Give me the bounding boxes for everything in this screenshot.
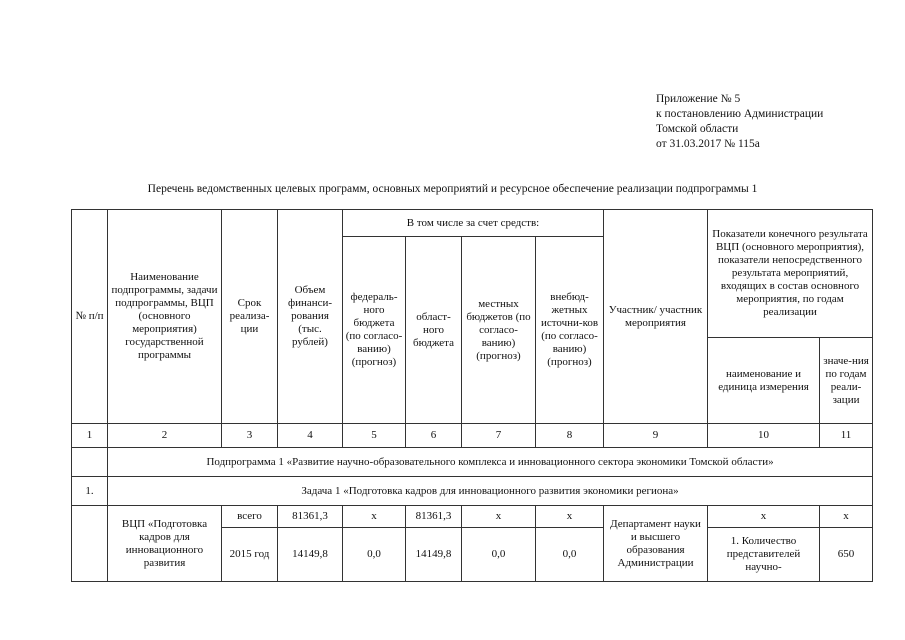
header-regional: област-ного бюджета (406, 237, 462, 424)
appendix-line-1: Приложение № 5 (656, 93, 741, 105)
header-including: В том числе за счет средств: (343, 210, 604, 237)
header-num: № п/п (72, 210, 108, 424)
column-number-row (72, 424, 873, 448)
header-volume: Объем финанси-рования (тыс. рублей) (278, 210, 343, 424)
vcp-term: всего (222, 506, 278, 528)
appendix-line-2: к постановлению Администрации (656, 108, 824, 120)
vcp-extra: 0,0 (536, 528, 604, 582)
header-indicators: Показатели конечного результата ВЦП (основного мероприятия), показатели непосредственного результата мероприятий, входящих в состав основного мероприятия, по годам реализации (708, 210, 873, 338)
task-row (72, 477, 873, 506)
vcp-regional: 14149,8 (406, 528, 462, 582)
vcp-local: х (462, 506, 536, 528)
header-term: Срок реализа-ции (222, 210, 278, 424)
subprogram-title: Подпрограмма 1 «Развитие научно-образовательного комплекса и инновационного сектора экономики Томской области» (108, 448, 873, 477)
program-table (71, 209, 873, 582)
col-number: 5 (343, 424, 406, 448)
vcp-volume: 14149,8 (278, 528, 343, 582)
header-participant: Участник/ участник мероприятия (604, 210, 708, 424)
vcp-indicator-name: 1. Количество представителей научно- (708, 528, 820, 582)
appendix-line-4: от 31.03.2017 № 115а (656, 138, 760, 150)
vcp-indicator-value: х (820, 506, 873, 528)
col-number: 2 (108, 424, 222, 448)
vcp-indicator-name: х (708, 506, 820, 528)
col-number: 7 (462, 424, 536, 448)
vcp-federal: 0,0 (343, 528, 406, 582)
col-number: 4 (278, 424, 343, 448)
header-local: местных бюджетов (по согласо-ванию) (прогноз) (462, 237, 536, 424)
vcp-local: 0,0 (462, 528, 536, 582)
vcp-indicator-value: 650 (820, 528, 873, 582)
vcp-num-cell (72, 506, 108, 582)
col-number: 1 (72, 424, 108, 448)
header-extra: внебюд-жетных источни-ков (по согласо-ванию) (прогноз) (536, 237, 604, 424)
subprogram-row (72, 448, 873, 477)
col-number: 6 (406, 424, 462, 448)
header-name: Наименование подпрограммы, задачи подпрограммы, ВЦП (основного мероприятия) государственной программы (108, 210, 222, 424)
vcp-name: ВЦП «Подготовка кадров для инновационного развития (108, 506, 222, 582)
appendix-block (656, 92, 823, 152)
vcp-row-total (72, 506, 873, 528)
vcp-volume: 81361,3 (278, 506, 343, 528)
vcp-federal: х (343, 506, 406, 528)
vcp-participant: Департамент науки и высшего образования Администрации (604, 506, 708, 582)
col-number: 3 (222, 424, 278, 448)
vcp-extra: х (536, 506, 604, 528)
header-row-1 (72, 210, 873, 237)
subprogram-num-cell (72, 448, 108, 477)
vcp-term: 2015 год (222, 528, 278, 582)
col-number: 11 (820, 424, 873, 448)
col-number: 10 (708, 424, 820, 448)
header-ind-values: значе-ния по годам реали-зации (820, 338, 873, 424)
appendix-line-3: Томской области (656, 123, 739, 135)
document-title: Перечень ведомственных целевых программ, основных мероприятий и ресурсное обеспечение реализации подпрограммы 1 (147, 183, 758, 195)
task-title: Задача 1 «Подготовка кадров для инновационного развития экономики региона» (108, 477, 873, 506)
col-number: 8 (536, 424, 604, 448)
header-ind-name: наименование и единица измерения (708, 338, 820, 424)
col-number: 9 (604, 424, 708, 448)
vcp-regional: 81361,3 (406, 506, 462, 528)
header-federal: федераль-ного бюджета (по согласо-ванию) (прогноз) (343, 237, 406, 424)
task-num: 1. (72, 477, 108, 506)
